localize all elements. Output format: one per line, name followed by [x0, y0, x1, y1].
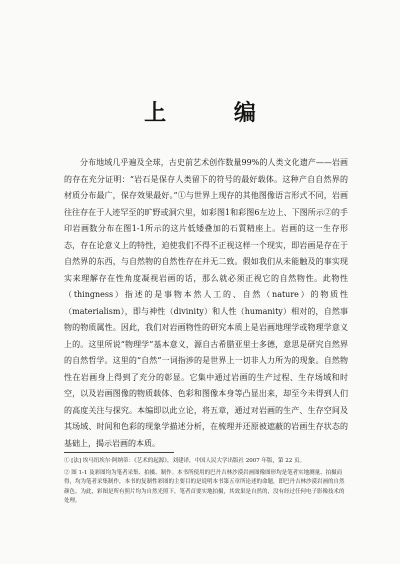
footnote-divider: [64, 452, 174, 453]
footnote: ① [法] 埃马纽埃尔·阿纳蒂：《艺术的起源》，刘建译，中国人民大学出版社 2007 年版，第 22 页。: [64, 458, 306, 464]
footnotes: [64, 457, 348, 509]
paragraph: 分布地域几乎遍及全球，古史前艺术创作数量99%的人类文化遗产——岩画的存在充分证明：“岩石是保存人类留下的符号的最好载体。这种产自自然界的材质分布最广，保存效果最好。”①与世界上现存的其他图像语言形式不同，岩画往往存在于人迹罕至的旷野或洞穴里，如彩图1和彩图6左边上、下图所示②的手印岩画数分布在图1-1所示的这片低矮叠加的石質精座上。岩画的这一生存形态，存在论意义上的特性，迫使我们不得不正视这样一个现实，即岩画是存在于自然界的东西，与自然物的自然性存在并无二致。假如我们从未能触及的事实现实来理解存在性角度凝视岩画的话，那么就必须正视它的自然物性。此物性（thingness）指述的是事物本然人工的、自然（nature）的物质性（materialism），即与神性（divinity）和人性（humanity）相对的，自然事物的物质属性。因此，我们对岩画物性的研究本质上是岩画地理学或物理学意义上的。这里所说“物理学”基本意义，源自古希腊亚里士多德，意思是研究自然界的自然哲学。这里的“自然”一词指涉的是世界上一切非人力所为的现象。自然物性在岩画身上得到了充分的彰显。它集中通过岩画的生产过程、生存场域和时空，以及岩画图像的物质载体、色彩和图像本身等凸显出来，却至今未得到人们的高度关注与探究。本编即以此立论，将五章，通过对岩画的生产、生存空间及其场域、时间和色彩的现象学描述分析，在梳理并还原被遮蔽的岩画生存状态的基础上，揭示岩画的本质。: [64, 158, 348, 448]
footnote: ② 图 1-1 及彩图均为笔者采集、拍摄、制作。本书所使用的巴丹吉林沙漠岩画图像图形均是笔者实地测量、拍摄而得，均为笔者采集制作，本书的复制性彩图的主要目的是说明本书第五章所论述的命题，即巴丹吉林沙漠岩画的自然颜色。为此，彩图是所有照片均为自然光照下，笔者首要实地拍摄，其效果是自然的，没有经过任何电子影像技术的处理。: [64, 469, 345, 504]
section-heading: 上 编: [144, 101, 286, 126]
body-text: [64, 155, 348, 452]
